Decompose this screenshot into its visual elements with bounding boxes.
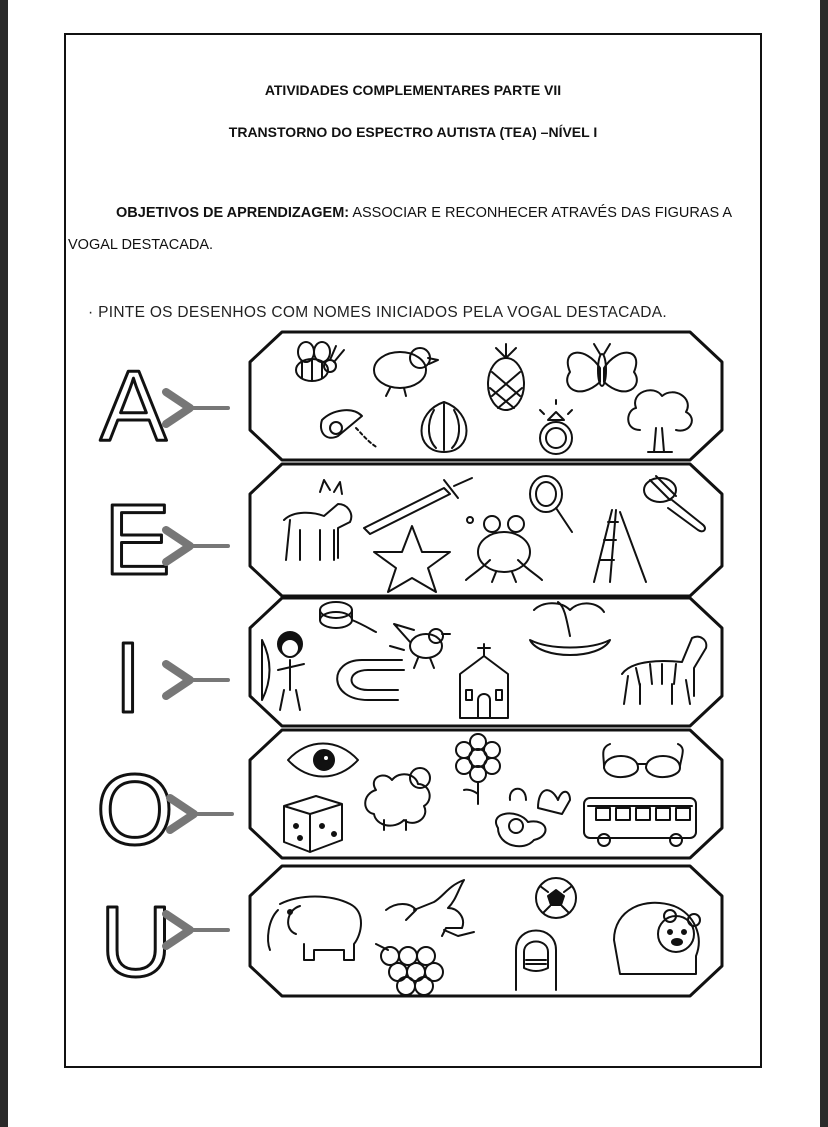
ball-icon: [536, 878, 576, 918]
row-i: [114, 598, 722, 734]
row-u: [100, 866, 722, 998]
fingernail-icon: [516, 931, 556, 991]
brush-icon: [644, 476, 705, 531]
frog-icon: [466, 516, 542, 582]
magnifier-icon: [530, 476, 572, 532]
island-icon: [530, 602, 610, 655]
page-subtitle: TRANSTORNO DO ESPECTRO AUTISTA (TEA) –NÍVEL I: [228, 124, 598, 140]
picture-panel: [250, 332, 722, 460]
dog-icon: [284, 480, 351, 560]
grapes-icon: [376, 944, 443, 995]
row-o: [96, 730, 722, 866]
yoyo-icon: [320, 602, 376, 632]
elephant-icon: [268, 897, 361, 961]
flower-icon: [456, 734, 500, 804]
objectives-text: ASSOCIAR E RECONHECER ATRAVÉS DAS FIGURAS A VOGAL DESTACADA.: [68, 205, 732, 253]
sheep-icon: [365, 768, 430, 830]
church-icon: [460, 644, 508, 718]
egg-icon: [496, 789, 570, 847]
page-title: ATIVIDADES COMPLEMENTARES PARTE VII: [264, 82, 562, 98]
bear-icon: [614, 903, 700, 974]
butterfly-icon: [567, 344, 637, 391]
row-a: [100, 332, 722, 462]
zebra-icon: [622, 637, 706, 704]
picture-panel: [250, 866, 722, 996]
bee-icon: [296, 342, 344, 381]
chick-icon: [374, 348, 438, 396]
magnet-icon: [337, 660, 404, 700]
instruction-text: · PINTE OS DESENHOS COM NOMES INICIADOS PELA VOGAL DESTACADA.: [88, 304, 667, 321]
ladder-icon: [594, 510, 646, 582]
star-icon: [374, 526, 450, 592]
vulture-icon: [386, 880, 474, 936]
whistle-icon: [321, 410, 378, 448]
row-e: [104, 464, 722, 596]
tree-icon: [628, 390, 692, 452]
vowel-letter: O: [96, 754, 174, 866]
bus-icon: [584, 798, 696, 846]
pineapple-icon: [488, 344, 524, 410]
vowel-letter: I: [114, 622, 142, 734]
garlic-icon: [422, 402, 467, 452]
eye-icon: [288, 744, 358, 777]
indian-icon: [262, 632, 304, 710]
vowel-letter: A: [100, 350, 167, 462]
vowel-letter: E: [104, 484, 171, 596]
bird-icon: [390, 624, 450, 668]
vowel-letter: U: [100, 886, 173, 998]
ring-icon: [540, 400, 572, 454]
objectives-label: OBJETIVOS DE APRENDIZAGEM:: [116, 205, 350, 221]
sword-icon: [364, 478, 472, 534]
dice-icon: [284, 796, 342, 852]
glasses-icon: [603, 744, 683, 777]
